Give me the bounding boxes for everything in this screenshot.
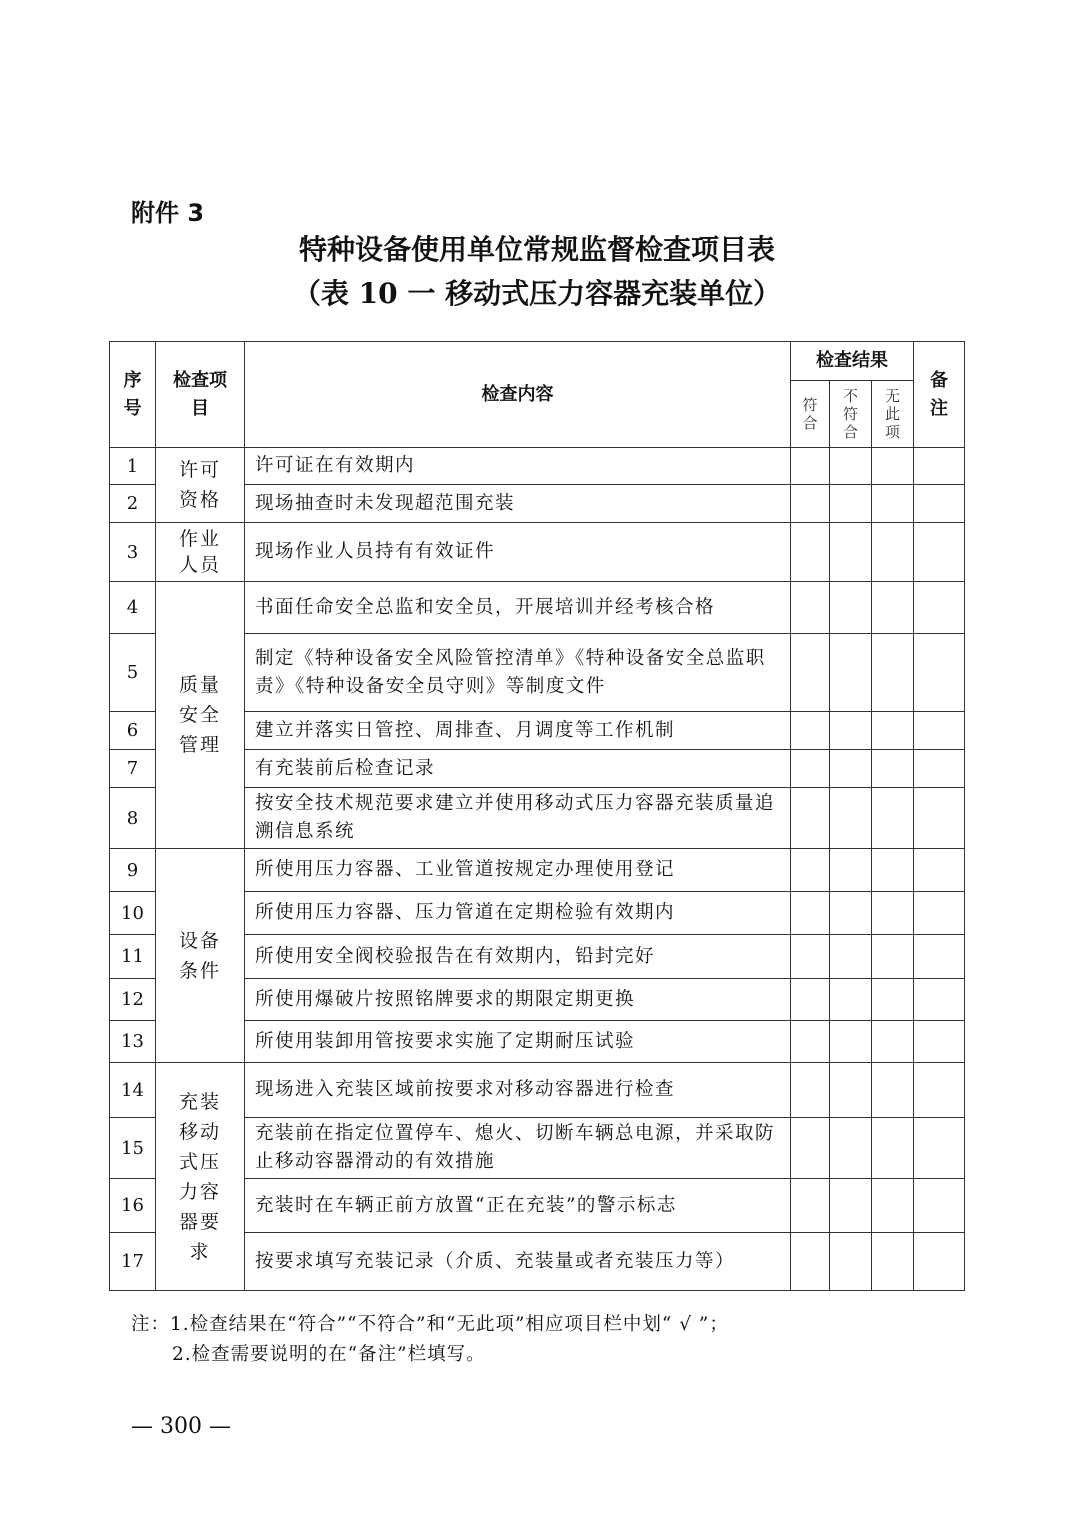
row-number: 8 — [110, 788, 156, 849]
row-number: 5 — [110, 634, 156, 712]
na-cell[interactable] — [872, 1179, 914, 1233]
conform-cell[interactable] — [791, 935, 830, 979]
remark-cell[interactable] — [914, 1179, 965, 1233]
table-row — [110, 849, 965, 892]
header-item: 检查项目 — [156, 342, 245, 448]
na-cell[interactable] — [872, 582, 914, 634]
nonconform-cell[interactable] — [830, 892, 872, 935]
check-content: 制定《特种设备安全风险管控清单》《特种设备安全总监职责》《特种设备安全员守则》等制度文件 — [245, 634, 791, 712]
conform-cell[interactable] — [791, 892, 830, 935]
row-number: 2 — [110, 485, 156, 523]
row-number: 4 — [110, 582, 156, 634]
remark-cell[interactable] — [914, 485, 965, 523]
conform-cell[interactable] — [791, 1021, 830, 1063]
na-cell[interactable] — [872, 979, 914, 1021]
remark-cell[interactable] — [914, 634, 965, 712]
conform-cell[interactable] — [791, 485, 830, 523]
row-number: 12 — [110, 979, 156, 1021]
na-cell[interactable] — [872, 1063, 914, 1118]
nonconform-cell[interactable] — [830, 849, 872, 892]
na-cell[interactable] — [872, 1118, 914, 1179]
document-title: 特种设备使用单位常规监督检查项目表 — [298, 233, 775, 266]
remark-cell[interactable] — [914, 1021, 965, 1063]
check-content: 现场进入充装区域前按要求对移动容器进行检查 — [245, 1063, 791, 1118]
nonconform-cell[interactable] — [830, 634, 872, 712]
nonconform-cell[interactable] — [830, 523, 872, 582]
na-cell[interactable] — [872, 788, 914, 849]
remark-cell[interactable] — [914, 892, 965, 935]
header-seq: 序号 — [110, 342, 156, 448]
na-cell[interactable] — [872, 634, 914, 712]
remark-cell[interactable] — [914, 935, 965, 979]
conform-cell[interactable] — [791, 849, 830, 892]
remark-cell[interactable] — [914, 448, 965, 485]
conform-cell[interactable] — [791, 979, 830, 1021]
nonconform-cell[interactable] — [830, 1063, 872, 1118]
na-cell[interactable] — [872, 849, 914, 892]
header-result: 检查结果 — [791, 342, 914, 381]
row-number: 16 — [110, 1179, 156, 1233]
conform-cell[interactable] — [791, 634, 830, 712]
nonconform-cell[interactable] — [830, 935, 872, 979]
na-cell[interactable] — [872, 750, 914, 788]
header-na: 无此项 — [872, 381, 914, 448]
attachment-label: 附件 3 — [131, 199, 205, 227]
na-cell[interactable] — [872, 448, 914, 485]
na-cell[interactable] — [872, 935, 914, 979]
nonconform-cell[interactable] — [830, 788, 872, 849]
check-content: 充装时在车辆正前方放置“正在充装”的警示标志 — [245, 1179, 791, 1233]
remark-cell[interactable] — [914, 750, 965, 788]
nonconform-cell[interactable] — [830, 582, 872, 634]
remark-cell[interactable] — [914, 788, 965, 849]
check-content: 按要求填写充装记录（介质、充装量或者充装压力等） — [245, 1233, 791, 1291]
remark-cell[interactable] — [914, 849, 965, 892]
nonconform-cell[interactable] — [830, 750, 872, 788]
check-content: 所使用爆破片按照铭牌要求的期限定期更换 — [245, 979, 791, 1021]
row-number: 7 — [110, 750, 156, 788]
check-content: 所使用装卸用管按要求实施了定期耐压试验 — [245, 1021, 791, 1063]
conform-cell[interactable] — [791, 523, 830, 582]
nonconform-cell[interactable] — [830, 1233, 872, 1291]
header-remark: 备注 — [914, 342, 965, 448]
header-content: 检查内容 — [245, 342, 791, 448]
remark-cell[interactable] — [914, 1063, 965, 1118]
table-row — [110, 1063, 965, 1118]
category-quality-safety: 质量安全管理 — [156, 582, 245, 849]
conform-cell[interactable] — [791, 750, 830, 788]
check-content: 按安全技术规范要求建立并使用移动式压力容器充装质量追溯信息系统 — [245, 788, 791, 849]
inspection-table — [109, 341, 965, 1291]
page-number: — 300 — — [131, 1414, 231, 1439]
nonconform-cell[interactable] — [830, 712, 872, 750]
row-number: 1 — [110, 448, 156, 485]
na-cell[interactable] — [872, 712, 914, 750]
nonconform-cell[interactable] — [830, 1118, 872, 1179]
conform-cell[interactable] — [791, 1118, 830, 1179]
nonconform-cell[interactable] — [830, 1021, 872, 1063]
nonconform-cell[interactable] — [830, 485, 872, 523]
check-content: 书面任命安全总监和安全员，开展培训并经考核合格 — [245, 582, 791, 634]
remark-cell[interactable] — [914, 712, 965, 750]
conform-cell[interactable] — [791, 788, 830, 849]
note-line-2: 2.检查需要说明的在“备注”栏填写。 — [172, 1344, 486, 1365]
note-line-1: 注：1.检查结果在“符合”“不符合”和“无此项”相应项目栏中划“ √ ”； — [131, 1314, 729, 1335]
check-content: 所使用压力容器、工业管道按规定办理使用登记 — [245, 849, 791, 892]
table-row — [110, 523, 965, 582]
check-content: 建立并落实日管控、周排查、月调度等工作机制 — [245, 712, 791, 750]
row-number: 10 — [110, 892, 156, 935]
conform-cell[interactable] — [791, 1179, 830, 1233]
category-equipment: 设备条件 — [156, 849, 245, 1063]
na-cell[interactable] — [872, 485, 914, 523]
check-content: 有充装前后检查记录 — [245, 750, 791, 788]
remark-cell[interactable] — [914, 1233, 965, 1291]
category-filling-requirements: 充装移动式压力容器要求 — [156, 1063, 245, 1291]
conform-cell[interactable] — [791, 712, 830, 750]
nonconform-cell[interactable] — [830, 448, 872, 485]
na-cell[interactable] — [872, 892, 914, 935]
check-content: 许可证在有效期内 — [245, 448, 791, 485]
check-content: 现场作业人员持有有效证件 — [245, 523, 791, 582]
category-personnel: 作业人员 — [156, 523, 245, 582]
nonconform-cell[interactable] — [830, 1179, 872, 1233]
na-cell[interactable] — [872, 1021, 914, 1063]
conform-cell[interactable] — [791, 1233, 830, 1291]
row-number: 13 — [110, 1021, 156, 1063]
header-conform: 符合 — [791, 381, 830, 448]
remark-cell[interactable] — [914, 582, 965, 634]
conform-cell[interactable] — [791, 1063, 830, 1118]
check-content: 充装前在指定位置停车、熄火、切断车辆总电源，并采取防止移动容器滑动的有效措施 — [245, 1118, 791, 1179]
remark-cell[interactable] — [914, 523, 965, 582]
row-number: 14 — [110, 1063, 156, 1118]
nonconform-cell[interactable] — [830, 979, 872, 1021]
na-cell[interactable] — [872, 1233, 914, 1291]
table-row — [110, 448, 965, 485]
check-content: 现场抽查时未发现超范围充装 — [245, 485, 791, 523]
row-number: 15 — [110, 1118, 156, 1179]
header-nonconform: 不符合 — [830, 381, 872, 448]
remark-cell[interactable] — [914, 979, 965, 1021]
table-row — [110, 582, 965, 634]
row-number: 9 — [110, 849, 156, 892]
remark-cell[interactable] — [914, 1118, 965, 1179]
row-number: 17 — [110, 1233, 156, 1291]
na-cell[interactable] — [872, 523, 914, 582]
category-license: 许可资格 — [156, 448, 245, 523]
row-number: 11 — [110, 935, 156, 979]
row-number: 3 — [110, 523, 156, 582]
check-content: 所使用安全阀校验报告在有效期内，铅封完好 — [245, 935, 791, 979]
document-subtitle: （表 10 一 移动式压力容器充装单位） — [292, 277, 782, 310]
conform-cell[interactable] — [791, 448, 830, 485]
check-content: 所使用压力容器、压力管道在定期检验有效期内 — [245, 892, 791, 935]
conform-cell[interactable] — [791, 582, 830, 634]
row-number: 6 — [110, 712, 156, 750]
